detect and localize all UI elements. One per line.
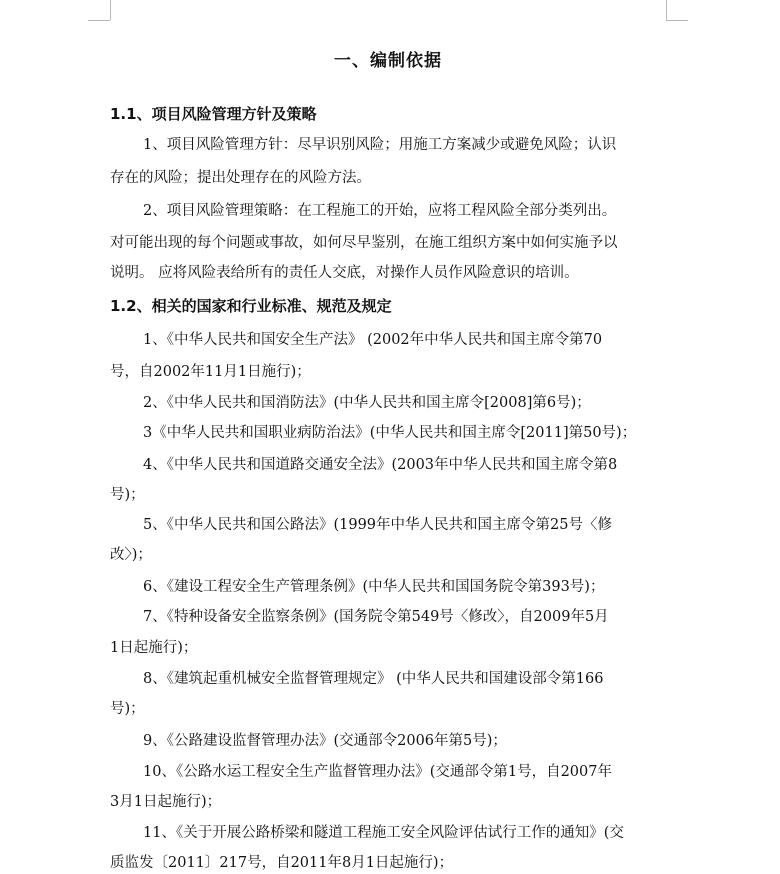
paragraph-line: 2、项目风险管理策略：在工程施工的开始，应将工程风险全部分类列出。: [143, 203, 617, 219]
list-item-line: 6、《建设工程安全生产管理条例》(中华人民共和国国务院令第393号)；: [143, 579, 605, 595]
list-item-line: 4、《中华人民共和国道路交通安全法》(2003年中华人民共和国主席令第8: [143, 457, 618, 473]
list-item-line: 3《中华人民共和国职业病防治法》(中华人民共和国主席令[2011]第50号)；: [143, 425, 637, 441]
list-item-line: 1日起施行)；: [110, 640, 198, 656]
list-item-line: 9、《公路建设监督管理办法》(交通部令2006年第5号)；: [143, 733, 507, 749]
list-item-line: 10、《公路水运工程安全生产监督管理办法》(交通部令第1号，自2007年: [143, 764, 612, 780]
list-item-line: 质监发〔2011〕217号，自2011年8月1日起施行)；: [110, 855, 454, 871]
paragraph-line: 存在的风险；提出处理存在的风险方法。: [110, 170, 371, 186]
list-item-line: 号，自2002年11月1日施行)；: [110, 364, 311, 380]
page-corner-mark-top-left: [110, 0, 111, 20]
page-corner-mark-top-left: [88, 20, 110, 21]
list-item-line: 8、《建筑起重机械安全监督管理规定》 (中华人民共和国建设部令第166: [143, 671, 604, 687]
list-item-line: 改〉)；: [110, 547, 152, 563]
list-item-line: 号)；: [110, 701, 145, 717]
list-item-line: 7、《特种设备安全监察条例》(国务院令第549号〈修改〉，自2009年5月: [143, 609, 609, 625]
page-corner-mark-top-right: [666, 0, 667, 20]
section-heading-1-2: 1.2、相关的国家和行业标准、规范及规定: [110, 297, 392, 315]
list-item-line: 5、《中华人民共和国公路法》(1999年中华人民共和国主席令第25号〈修: [143, 517, 612, 533]
list-item-line: 3月1日起施行)；: [110, 794, 222, 810]
list-item-line: 2、《中华人民共和国消防法》(中华人民共和国主席令[2008]第6号)；: [143, 395, 591, 411]
paragraph-line: 对可能出现的每个问题或事故，如何尽早鉴别，在施工组织方案中如何实施予以: [110, 235, 618, 251]
list-item-line: 号)；: [110, 487, 145, 503]
page-corner-mark-top-right: [666, 20, 688, 21]
list-item-line: 11、《关于开展公路桥梁和隧道工程施工安全风险评估试行工作的通知》(交: [143, 825, 624, 841]
paragraph-line: 说明。 应将风险表给所有的责任人交底，对操作人员作风险意识的培训。: [110, 265, 579, 281]
section-heading-1-1: 1.1、项目风险管理方针及策略: [110, 105, 317, 123]
list-item-line: 1、《中华人民共和国安全生产法》 (2002年中华人民共和国主席令第70: [143, 332, 603, 348]
paragraph-line: 1、项目风险管理方针：尽早识别风险；用施工方案减少或避免风险；认识: [143, 137, 617, 153]
document-title: 一、编制依据: [334, 51, 442, 71]
